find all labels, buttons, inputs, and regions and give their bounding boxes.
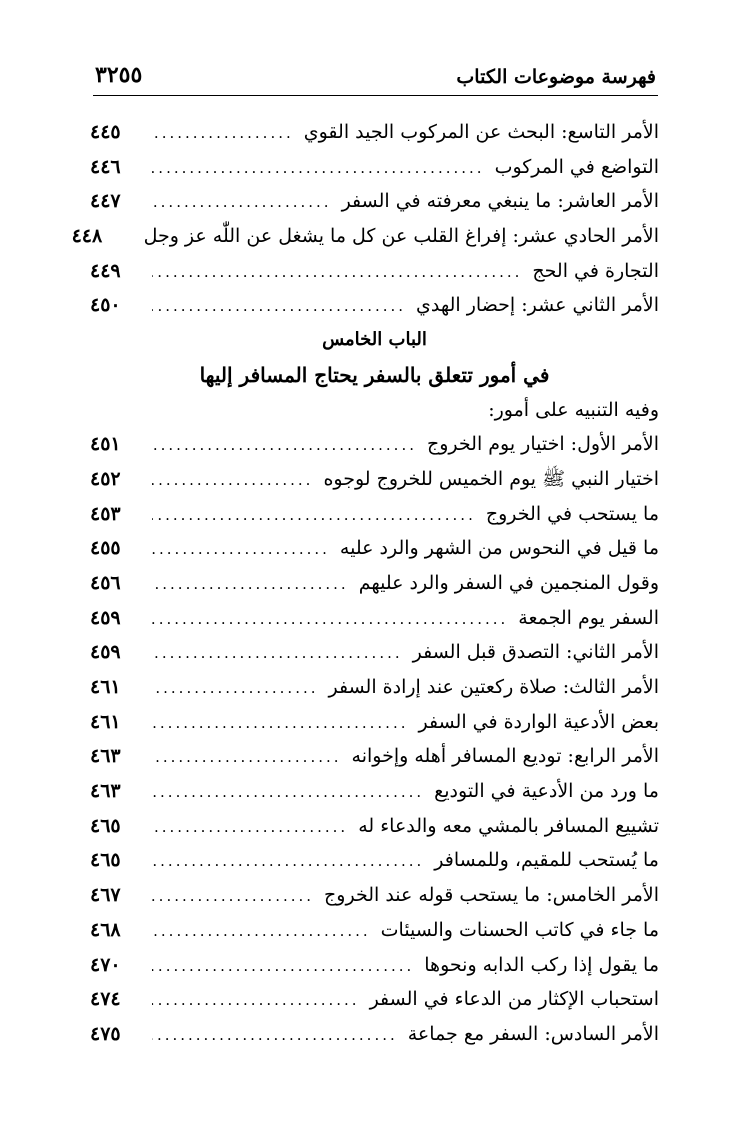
dot-leader [152,810,348,845]
entry-title: الأمر الثاني: التصدق قبل السفر [412,641,659,664]
dot-leader [152,498,476,533]
toc-entry [90,774,659,809]
toc-entry [90,1017,659,1052]
toc-entry [90,531,659,566]
entry-page-number: ٤٦٣ [90,745,121,768]
entry-page-number: ٤٥٣ [90,502,121,525]
dot-leader [152,1018,398,1053]
entry-title: ما يستحب في الخروج [485,502,659,525]
entry-title: التواضع في المركوب [494,155,659,178]
entry-title: الأمر العاشر: ما ينبغي معرفته في السفر [341,190,659,213]
page-number: ٣٢٥٥ [95,62,143,88]
entry-title: تشييع المسافر بالمشي معه والدعاء له [358,814,659,837]
entry-page-number: ٤٤٩ [90,259,121,282]
dot-leader [152,428,417,463]
entry-page-number: ٤٧٠ [90,953,121,976]
toc-entry [90,254,659,289]
chapter-subheading: في أمور تتعلق بالسفر يحتاج المسافر إليها [199,362,550,387]
entry-title: استحباب الإكثار من الدعاء في السفر [369,988,659,1011]
running-title: فهرسة موضوعات الكتاب [456,66,656,88]
entry-title: بعض الأدعية الواردة في السفر [418,710,659,733]
toc-entry [90,670,659,705]
entry-title: الأمر التاسع: البحث عن المركوب الجيد القوي [303,121,659,143]
toc-entry [90,878,659,913]
entry-title: وقول المنجمين في السفر والرد عليهم [358,571,659,594]
entry-page-number: ٤٤٦ [90,155,121,178]
dot-leader [152,740,342,775]
dot-leader [152,671,319,706]
toc-entry [90,601,659,636]
toc-section-b [90,427,659,1051]
dot-leader [152,463,313,498]
toc-entry [90,427,659,462]
dot-leader [152,185,332,220]
entry-title: الأمر السادس: السفر مع جماعة [407,1022,659,1045]
dot-leader [152,844,424,879]
entry-title: ما يُستحب للمقيم، وللمسافر [434,849,659,872]
toc-entry [90,913,659,948]
entry-title: اختيار النبي ﷺ يوم الخميس للخروج لوجوه [323,467,659,490]
dot-leader [152,879,314,914]
entry-title: ما جاء في كاتب الحسنات والسيئات [380,918,659,941]
dot-leader [152,949,414,984]
entry-page-number: ٤٥٩ [90,606,121,629]
toc-entry [90,566,659,601]
entry-page-number: ٤٦١ [90,676,121,698]
page-header [95,56,656,88]
dot-leader [152,567,349,602]
entry-page-number: ٤٦١ [90,710,121,733]
toc-entry [90,948,659,983]
entry-page-number: ٤٥١ [90,433,121,456]
toc-entry [90,982,659,1017]
toc-entry [90,462,659,497]
toc-entry [71,219,659,254]
entry-page-number: ٤٦٥ [90,814,121,837]
entry-page-number: ٤٥٠ [90,294,121,317]
dot-leader [152,602,508,637]
dot-leader [152,255,522,290]
entry-title: الأمر الحادي عشر: إفراغ القلب عن كل ما يشغل عن اللّٰه عز وجل [143,225,659,248]
toc-section-a [71,115,659,323]
entry-title: الأمر الثالث: صلاة ركعتين عند إرادة السفر [328,676,659,698]
toc-entry [90,288,659,323]
toc-entry [90,497,659,532]
toc-entry [90,115,659,150]
dot-leader [152,636,403,671]
chapter-heading: الباب الخامس [322,329,427,351]
toc-entry [90,184,659,219]
entry-page-number: ٤٤٥ [90,121,121,143]
dot-leader [152,289,406,324]
entry-title: التجارة في الحج [532,259,659,282]
toc-entry [90,150,659,185]
entry-page-number: ٤٥٩ [90,641,121,664]
entry-page-number: ٤٧٥ [90,1022,121,1045]
entry-title: الأمر الخامس: ما يستحب قوله عند الخروج [324,884,659,907]
dot-leader [152,914,371,949]
entry-page-number: ٤٥٥ [90,537,121,560]
entry-page-number: ٤٦٣ [90,780,121,803]
table-of-contents [71,115,659,1052]
entry-page-number: ٤٦٥ [90,849,121,872]
toc-entry [90,739,659,774]
entry-title: ما ورد من الأدعية في التوديع [434,780,659,803]
entry-page-number: ٤٤٨ [71,225,103,248]
entry-page-number: ٤٥٢ [90,467,121,490]
entry-page-number: ٤٦٧ [90,884,121,907]
entry-title: ما قيل في النحوس من الشهر والرد عليه [339,537,659,560]
dot-leader [152,116,294,151]
entry-title: السفر يوم الجمعة [518,606,659,629]
dot-leader [152,532,330,567]
entry-page-number: ٤٤٧ [90,190,121,213]
entry-page-number: ٤٧٤ [90,988,121,1011]
entry-title: ما يقول إذا ركب الدابه ونحوها [424,953,659,976]
dot-leader [152,151,485,186]
toc-entry [90,809,659,844]
toc-entry [90,635,659,670]
dot-leader [152,775,424,810]
entry-title: الأمر الرابع: توديع المسافر أهله وإخوانه [351,745,659,768]
entry-page-number: ٤٥٦ [90,571,121,594]
chapter-intro: وفيه التنبيه على أمور: [488,398,659,421]
dot-leader [152,983,360,1018]
dot-leader [152,706,408,741]
entry-page-number: ٤٦٨ [90,918,121,941]
entry-title: الأمر الأول: اختيار يوم الخروج [426,433,659,456]
entry-title: الأمر الثاني عشر: إحضار الهدي [416,294,659,317]
toc-entry [90,705,659,740]
toc-entry [90,843,659,878]
header-rule [93,95,658,96]
